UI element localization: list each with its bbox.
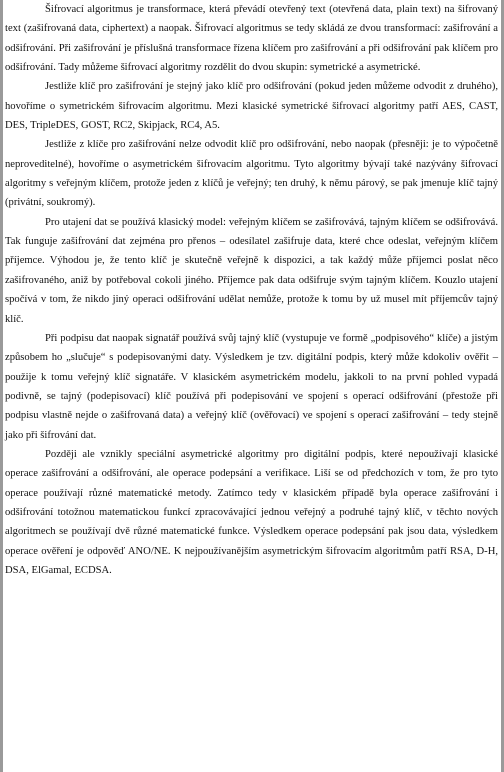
- paragraph-6: Později ale vznikly speciální asymetrické algoritmy pro digitální podpis, které nepoužívají klasické operace zašifrování a odšifrování, ale operace podepsání a verifikace. Liší se od předchozích v tom, že pro tyto operace používají různé matematické metody. Zatímco tedy v klasickém případě byla operace zašifrování i odšifrování totožnou matematickou funkcí zpracovávající jednou veřejný a podruhé tajný klíč, v těchto nových algoritmech se používají dvě různé matematické funkce. Výsledkem operace podepsání pak jsou data, výsledkem operace ověření je odpověď ANO/NE. K nejpoužívanějším asymetrickým šifrovacím algoritmům patří RSA, D-H, DSA, ElGamal, ECDSA.: [5, 448, 498, 576]
- paragraph-3: Jestliže z klíče pro zašifrování nelze odvodit klíč pro odšifrování, nebo naopak (přesněji: je to výpočetně neproveditelné), hovoříme o asymetrickém šifrovacím algoritmu. Tyto algoritmy bývají také nazývány šifrovací algoritmy s veřejným klíčem, protože jeden z klíčů je veřejný; ten druhý, k němu párový, se pak jmenuje klíč tajný (privátní, soukromý).: [5, 139, 498, 209]
- page-border-left: [0, 0, 3, 772]
- paragraph-5: Při podpisu dat naopak signatář používá svůj tajný klíč (vystupuje ve formě „podpisového“ klíče) a jistým způsobem ho „slučuje“ s podepisovanými daty. Výsledkem je tzv. digitální podpis, který může kdokoliv ověřit – použije k tomu veřejný klíč signatáře. V klasickém asymetrickém modelu, jakkoli to na první pohled vypadá podivně, se tajný (podepisovací) klíč používá při podepisování ve spojení s operací odšifrování (přestože při podpisu vlastně nejde o zašifrovaná data) a veřejný klíč (ověřovací) ve spojení s operací zašifrování – tedy stejně jako při šifrování dat.: [5, 332, 498, 441]
- paragraph-2: Jestliže klíč pro zašifrování je stejný jako klíč pro odšifrování (pokud jeden můžeme odvodit z druhého), hovoříme o symetrickém šifrovacím algoritmu. Mezi klasické symetrické šifrovací algoritmy patří AES, CAST, DES, TripleDES, GOST, RC2, Skipjack, RC4, A5.: [5, 81, 498, 132]
- paragraph-1: Šifrovací algoritmus je transformace, která převádí otevřený text (otevřená data, plain text) na šifrovaný text (zašifrovaná data, ciphertext) a naopak. Šifrovací algoritmus se tedy skládá ze dvou transformací: zašifrování a odšifrování. Při zašifrování je příslušná transformace řízena klíčem pro zašifrování a při odšifrování pak klíčem pro odšifrování. Tady můžeme šifrovací algoritmy rozdělit do dvou skupin: symetrické a asymetrické.: [5, 4, 498, 74]
- document-page: [5, 0, 498, 580]
- paragraph-4: Pro utajení dat se používá klasický model: veřejným klíčem se zašifrovává, tajným klíčem se odšifrovává. Tak funguje zašifrování dat zejména pro přenos – odesílatel zašifruje data, které chce odeslat, veřejným klíčem příjemce. Výhodou je, že tento klíč je skutečně veřejně k dispozici, a tak každý může příjemci poslat něco zašifrovaného, aniž by potřeboval cokoli jiného. Příjemce pak data odšifruje svým tajným klíčem. Kouzlo utajení spočívá v tom, že nikdo jiný operaci odšifrování udělat nemůže, protože k tomu by už musel mít příjemcův tajný klíč.: [5, 216, 498, 325]
